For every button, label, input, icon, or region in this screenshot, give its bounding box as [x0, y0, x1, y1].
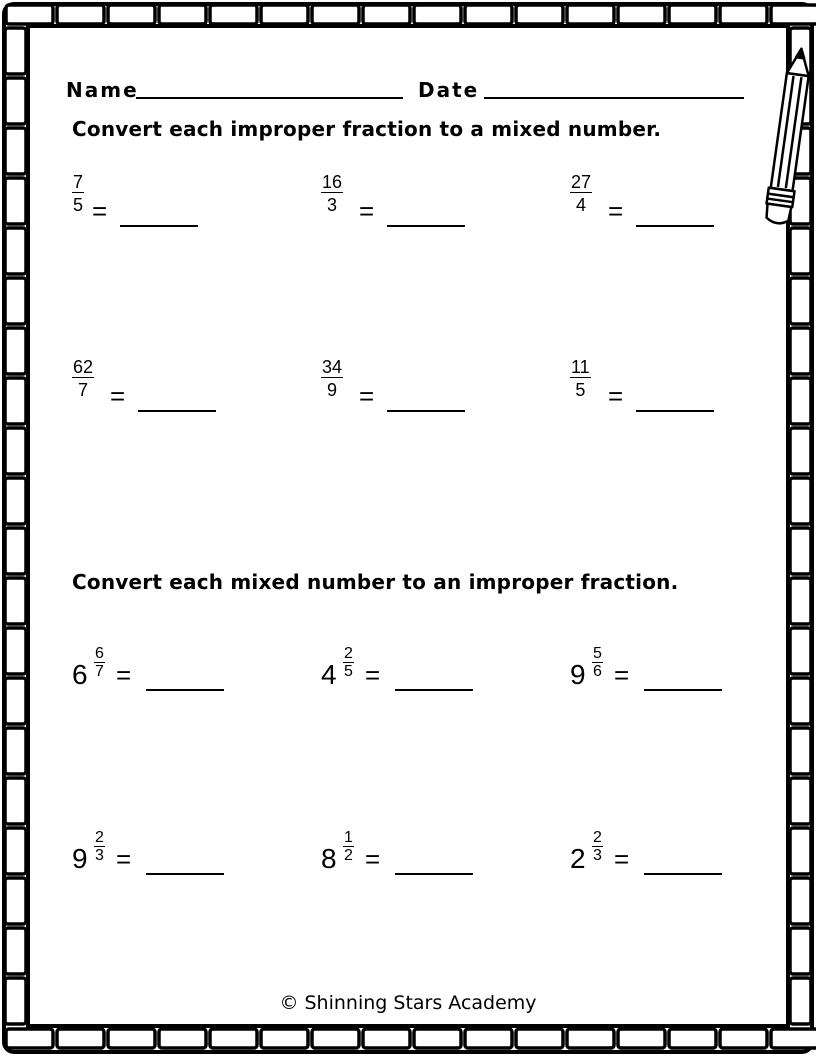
answer-line[interactable] [644, 689, 722, 691]
fraction [570, 172, 592, 215]
mixed-number-problem [321, 642, 541, 702]
denominator: 3 [327, 195, 338, 215]
numerator: 2 [593, 829, 602, 846]
equals-sign: = [608, 381, 624, 411]
whole-number: 8 [321, 843, 337, 874]
improper-fraction-problem [72, 172, 292, 232]
answer-line[interactable] [120, 225, 198, 227]
fraction [592, 645, 603, 680]
equals-sign: = [110, 381, 126, 411]
equals-sign: = [359, 196, 375, 226]
fraction [94, 645, 105, 680]
footer-copyright: © Shinning Stars Academy [279, 992, 537, 1014]
improper-fraction-problem [570, 172, 790, 232]
equals-sign: = [359, 381, 375, 411]
denominator: 3 [95, 847, 104, 864]
denominator: 3 [593, 847, 602, 864]
fraction [321, 357, 343, 400]
whole-number: 4 [321, 659, 337, 690]
denominator: 5 [344, 663, 353, 680]
denominator: 2 [344, 847, 353, 864]
whole-number: 9 [72, 843, 88, 874]
numerator: 62 [73, 357, 94, 377]
denominator: 4 [576, 195, 587, 215]
answer-line[interactable] [636, 410, 714, 412]
numerator: 27 [571, 172, 592, 192]
numerator: 2 [95, 829, 104, 846]
improper-fraction-problem [570, 357, 790, 417]
equals-sign: = [614, 660, 630, 690]
equals-sign: = [614, 844, 630, 874]
answer-line[interactable] [387, 225, 465, 227]
fraction [570, 357, 591, 400]
denominator: 5 [73, 195, 84, 215]
numerator: 11 [571, 357, 590, 377]
mixed-number-problem [72, 826, 292, 886]
date-label: Date [418, 78, 480, 102]
numerator: 5 [593, 645, 602, 662]
answer-line[interactable] [146, 873, 224, 875]
numerator: 2 [344, 645, 353, 662]
denominator: 7 [78, 380, 89, 400]
whole-number: 2 [570, 843, 586, 874]
header-row [66, 78, 746, 108]
denominator: 7 [95, 663, 104, 680]
numerator: 7 [73, 172, 84, 192]
fraction [343, 645, 354, 680]
fraction [592, 829, 603, 864]
denominator: 9 [327, 380, 338, 400]
fraction [72, 357, 94, 400]
numerator: 34 [322, 357, 343, 377]
name-label: Name [66, 78, 139, 102]
name-line[interactable] [136, 97, 403, 99]
whole-number: 6 [72, 659, 88, 690]
answer-line[interactable] [395, 873, 473, 875]
mixed-number-problem [570, 642, 790, 702]
equals-sign: = [608, 196, 624, 226]
denominator: 6 [593, 663, 602, 680]
answer-line[interactable] [146, 689, 224, 691]
answer-line[interactable] [395, 689, 473, 691]
section1-instruction: Convert each improper fraction to a mixed number. [72, 117, 662, 141]
improper-fraction-problem [72, 357, 292, 417]
answer-line[interactable] [644, 873, 722, 875]
numerator: 6 [95, 645, 104, 662]
improper-fraction-problem [321, 172, 541, 232]
whole-number: 9 [570, 659, 586, 690]
date-line[interactable] [484, 97, 744, 99]
answer-line[interactable] [636, 225, 714, 227]
section2-instruction: Convert each mixed number to an improper fraction. [72, 570, 679, 594]
equals-sign: = [92, 196, 108, 226]
denominator: 5 [575, 380, 586, 400]
fraction [343, 829, 354, 864]
mixed-number-problem [321, 826, 541, 886]
fraction [94, 829, 105, 864]
mixed-number-problem [570, 826, 790, 886]
mixed-number-problem [72, 642, 292, 702]
fraction [321, 172, 343, 215]
numerator: 1 [344, 829, 353, 846]
equals-sign: = [365, 844, 381, 874]
answer-line[interactable] [138, 410, 216, 412]
answer-line[interactable] [387, 410, 465, 412]
equals-sign: = [116, 844, 132, 874]
equals-sign: = [116, 660, 132, 690]
improper-fraction-problem [321, 357, 541, 417]
numerator: 16 [322, 172, 343, 192]
equals-sign: = [365, 660, 381, 690]
fraction [72, 172, 84, 215]
